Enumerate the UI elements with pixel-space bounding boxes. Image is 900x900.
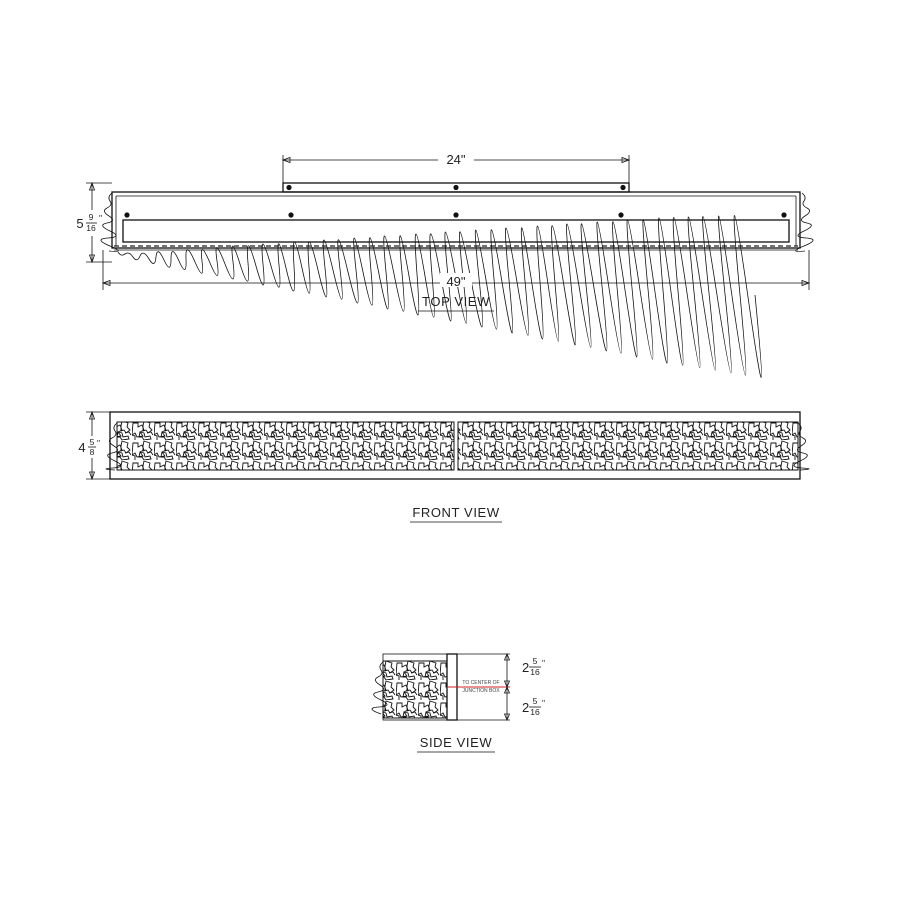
dim-depth-num: 9: [88, 212, 94, 222]
dim-lower-whole: 2: [522, 700, 530, 715]
dim-mount-width: 24": [446, 152, 466, 167]
junction-note-line1: TO CENTER OF: [462, 680, 500, 686]
top-mount-dot: [618, 212, 623, 217]
dim-upper-whole: 2: [522, 660, 530, 675]
side-view-title: SIDE VIEW: [419, 735, 493, 750]
front-view-title: FRONT VIEW: [412, 505, 500, 520]
dim-height-den: 8: [89, 447, 95, 457]
top-mount-dot: [781, 212, 786, 217]
dim-upper-num: 5: [532, 656, 538, 666]
top-plate-screw: [286, 185, 291, 190]
top-view-title: TOP VIEW: [422, 294, 490, 309]
dim-upper-unit: ": [542, 658, 546, 668]
dim-depth-whole: 5: [76, 216, 84, 231]
top-mount-dot: [453, 212, 458, 217]
dim-lower-unit: ": [542, 698, 546, 708]
dim-height-num: 5: [89, 437, 95, 447]
dim-overall-length: 49": [446, 274, 466, 289]
top-view: [74, 150, 813, 378]
front-shade-left: [117, 422, 454, 470]
junction-note-line2: JUNCTION BOX: [462, 688, 500, 694]
dim-depth-den: 16: [86, 223, 96, 233]
dim-depth-unit: ": [99, 213, 103, 223]
top-plate-screw: [620, 185, 625, 190]
top-plate-screw: [453, 185, 458, 190]
front-view: [76, 412, 809, 522]
top-mount-dot: [288, 212, 293, 217]
top-mount-dot: [124, 212, 129, 217]
dim-height-unit: ": [97, 438, 101, 448]
side-shade: [383, 661, 447, 718]
dim-upper-den: 16: [530, 667, 540, 677]
side-view: [372, 654, 545, 752]
dim-height-whole: 4: [78, 440, 86, 455]
front-shade-right: [458, 422, 798, 470]
dim-lower-num: 5: [532, 696, 538, 706]
dim-lower-den: 16: [530, 707, 540, 717]
